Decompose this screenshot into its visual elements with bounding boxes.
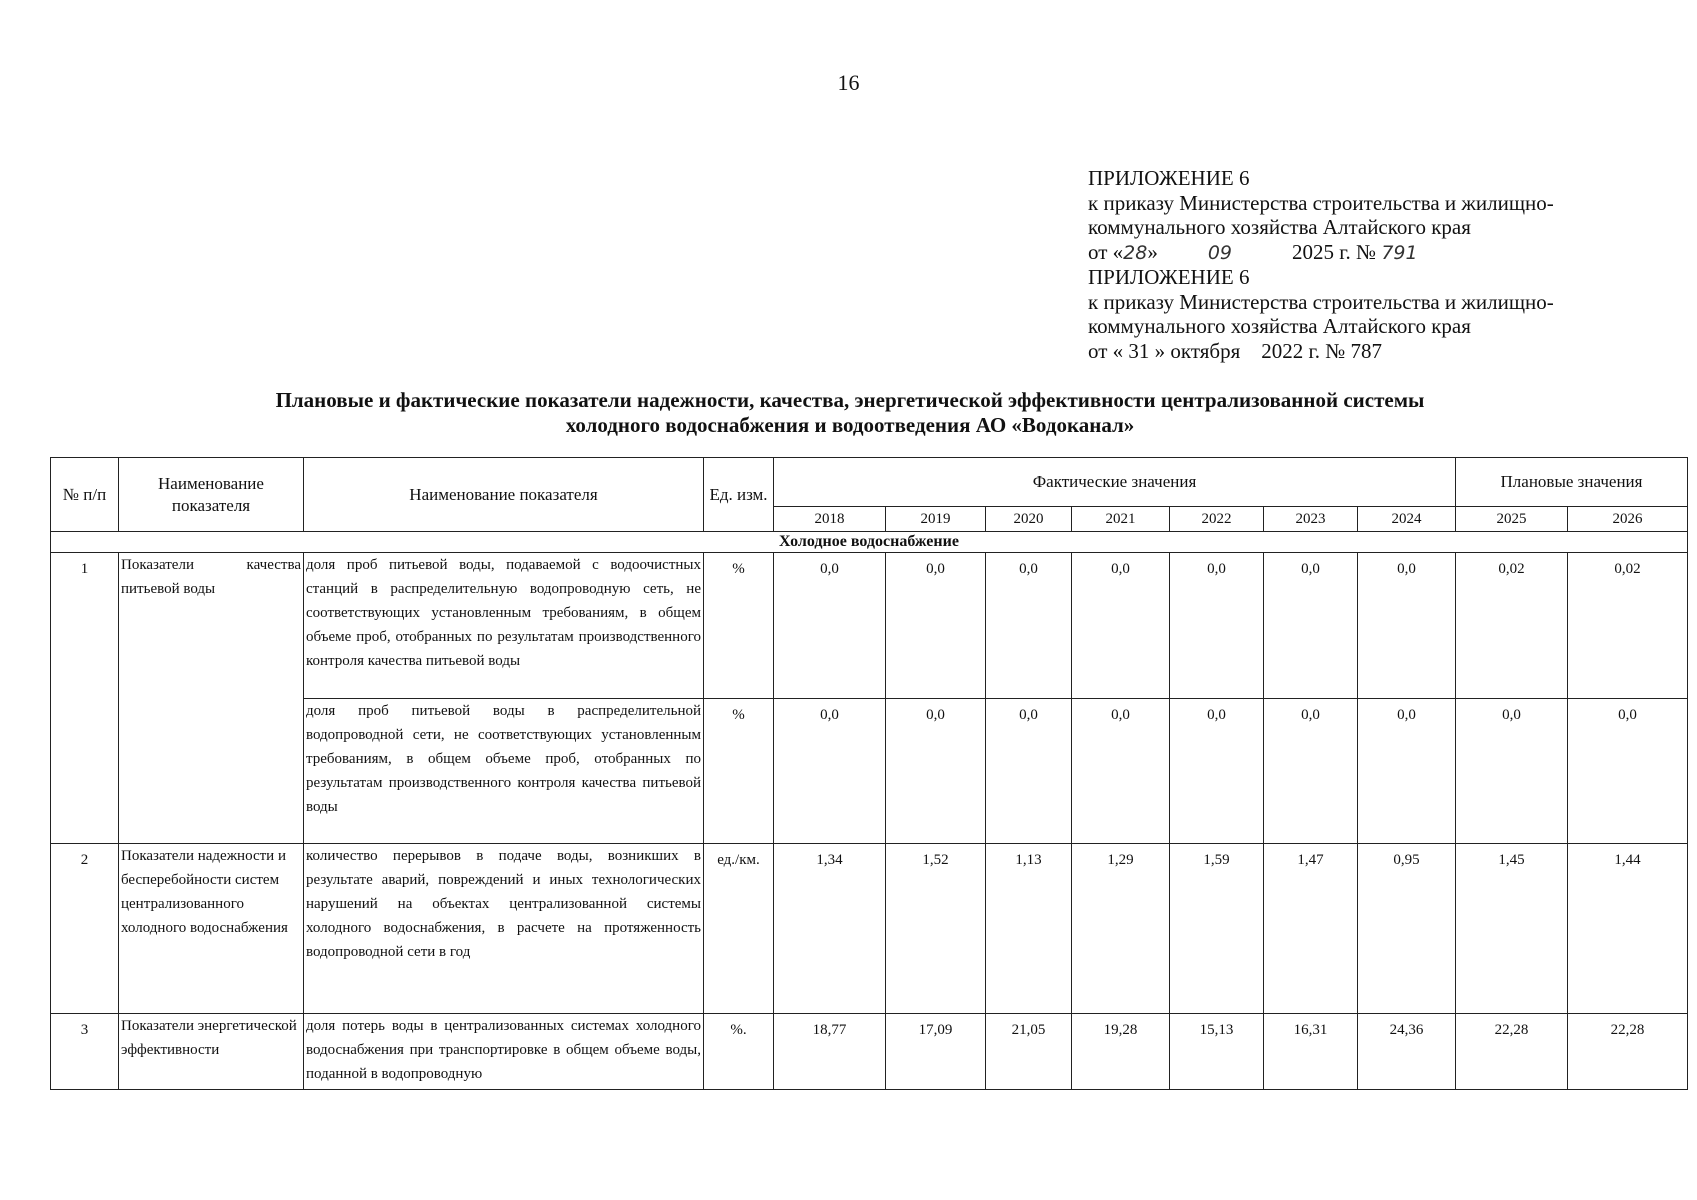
row-indicator: доля проб питьевой воды, подаваемой с водоочистных станций в распределительную водопроводную сеть, не соответствующих установленным требованиям, в общем объеме проб, отобранных по результатам производственного контроля качества питьевой воды (304, 553, 704, 699)
value-2019: 0,0 (886, 699, 986, 844)
appendix-new-line1: к приказу Министерства строительства и жилищно- (1088, 190, 1554, 215)
row-indicator: доля проб питьевой воды в распределительной водопроводной сети, не соответствующих установленным требованиям, в общем объеме проб, отобранных по результатам производственного контроля качества питьевой воды (304, 699, 704, 844)
appendix-old-line2: коммунального хозяйства Алтайского края (1088, 314, 1471, 338)
appendix-old-line1: к приказу Министерства строительства и жилищно- (1088, 289, 1554, 314)
value-2025: 22,28 (1456, 1014, 1568, 1090)
value-2018: 18,77 (774, 1014, 886, 1090)
year-2019: 2019 (886, 507, 986, 532)
year-2021: 2021 (1072, 507, 1170, 532)
appendix-old-date (1088, 339, 1668, 364)
row-unit: ед./км. (704, 844, 774, 1014)
year-2025: 2025 (1456, 507, 1568, 532)
row-group: Показатели надежности и бесперебойности систем централизованного холодного водоснабжения (119, 844, 304, 1014)
year-2024: 2024 (1358, 507, 1456, 532)
row-group: Показатели энергетической эффективности (119, 1014, 304, 1090)
value-2022: 0,0 (1170, 553, 1264, 699)
value-2023: 0,0 (1264, 699, 1358, 844)
year-2022: 2022 (1170, 507, 1264, 532)
value-2019: 17,09 (886, 1014, 986, 1090)
year-2023: 2023 (1264, 507, 1358, 532)
value-2020: 1,13 (986, 844, 1072, 1014)
row-unit: % (704, 553, 774, 699)
value-2022: 15,13 (1170, 1014, 1264, 1090)
value-2018: 0,0 (774, 699, 886, 844)
table-row (51, 1014, 1688, 1090)
handwritten-number: 791 (1381, 241, 1418, 264)
old-year: 2022 г. № 787 (1261, 338, 1383, 363)
value-2021: 19,28 (1072, 1014, 1170, 1090)
row-num: 1 (51, 553, 119, 844)
row-indicator: количество перерывов в подаче воды, возникших в результате аварий, повреждений и иных технологических нарушений на объектах централизованной системы холодного водоснабжения, в расчете на протяженность водопроводной сети в год (304, 844, 704, 1014)
header-unit: Ед. изм. (704, 458, 774, 532)
value-2020: 0,0 (986, 699, 1072, 844)
handwritten-month: 09 (1207, 241, 1233, 264)
value-2023: 1,47 (1264, 844, 1358, 1014)
value-2024: 0,0 (1358, 699, 1456, 844)
section-cold-water: Холодное водоснабжение (51, 532, 1688, 553)
appendix-new-title: ПРИЛОЖЕНИЕ 6 (1088, 166, 1250, 190)
value-2026: 0,0 (1568, 699, 1688, 844)
value-2022: 0,0 (1170, 699, 1264, 844)
table-row (51, 844, 1688, 1014)
value-2018: 0,0 (774, 553, 886, 699)
header-indicator: Наименование показателя (304, 458, 704, 532)
value-2018: 1,34 (774, 844, 886, 1014)
value-2019: 1,52 (886, 844, 986, 1014)
header-row-1 (51, 458, 1688, 507)
date-sep: » (1147, 239, 1158, 264)
value-2021: 0,0 (1072, 699, 1170, 844)
value-2020: 0,0 (986, 553, 1072, 699)
title-line-1: Плановые и фактические показатели надежности, качества, энергетической эффективности централизованной системы (275, 388, 1425, 412)
value-2023: 16,31 (1264, 1014, 1358, 1090)
value-2025: 0,02 (1456, 553, 1568, 699)
value-2024: 24,36 (1358, 1014, 1456, 1090)
value-2026: 0,02 (1568, 553, 1688, 699)
appendix-block (1088, 166, 1668, 363)
appendix-new-line2: коммунального хозяйства Алтайского края (1088, 215, 1471, 239)
row-indicator: доля потерь воды в централизованных системах холодного водоснабжения при транспортировке в общем объеме воды, поданной в водопроводную (304, 1014, 704, 1090)
value-2022: 1,59 (1170, 844, 1264, 1014)
value-2024: 0,0 (1358, 553, 1456, 699)
value-2025: 0,0 (1456, 699, 1568, 844)
year-2020: 2020 (986, 507, 1072, 532)
value-2023: 0,0 (1264, 553, 1358, 699)
appendix-new-date (1088, 240, 1668, 266)
row-num: 2 (51, 844, 119, 1014)
date-prefix: от « (1088, 239, 1124, 264)
value-2026: 22,28 (1568, 1014, 1688, 1090)
value-2021: 0,0 (1072, 553, 1170, 699)
handwritten-day: 28 (1123, 241, 1148, 264)
document-title (150, 388, 1550, 438)
value-2021: 1,29 (1072, 844, 1170, 1014)
page-number: 16 (837, 70, 860, 95)
header-planned: Плановые значения (1456, 458, 1688, 507)
row-group: Показатели качества питьевой воды (119, 553, 304, 844)
header-group: Наименование показателя (119, 458, 304, 532)
section-row (51, 532, 1688, 553)
value-2024: 0,95 (1358, 844, 1456, 1014)
value-2026: 1,44 (1568, 844, 1688, 1014)
value-2019: 0,0 (886, 553, 986, 699)
table-row (51, 553, 1688, 699)
header-num: № п/п (51, 458, 119, 532)
row-unit: %. (704, 1014, 774, 1090)
indicators-table (50, 457, 1688, 1090)
row-num: 3 (51, 1014, 119, 1090)
header-actual: Фактические значения (774, 458, 1456, 507)
value-2020: 21,05 (986, 1014, 1072, 1090)
old-date: от « 31 » октября (1088, 338, 1241, 363)
year-2018: 2018 (774, 507, 886, 532)
date-year: 2025 г. № (1292, 239, 1377, 264)
title-line-2: холодного водоснабжения и водоотведения АО «Водоканал» (565, 413, 1135, 437)
year-2026: 2026 (1568, 507, 1688, 532)
value-2025: 1,45 (1456, 844, 1568, 1014)
row-unit: % (704, 699, 774, 844)
appendix-old-title: ПРИЛОЖЕНИЕ 6 (1088, 265, 1250, 289)
